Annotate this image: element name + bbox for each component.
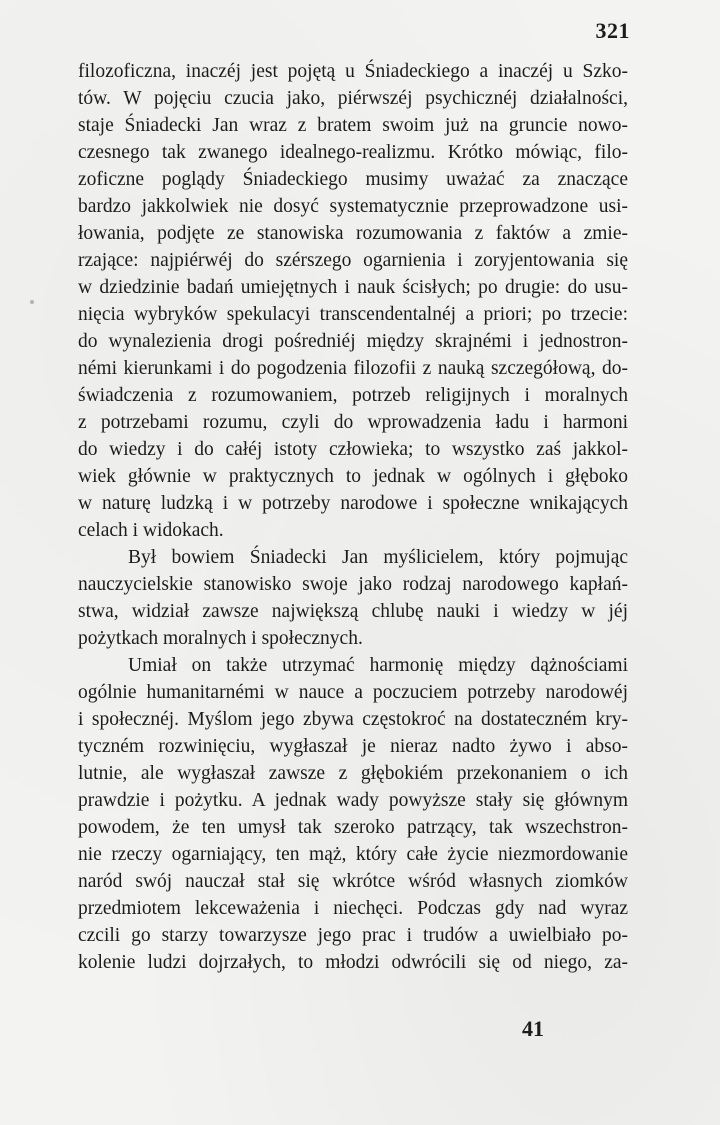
text-line: czesnego tak zwanego idealnego-realizmu. Krótko mówiąc, filo- xyxy=(78,142,628,163)
body-text xyxy=(78,58,628,976)
text-line: wiek głównie w praktycznych to jednak w ogólnych i głęboko xyxy=(78,466,628,487)
signature-mark: 41 xyxy=(522,1016,544,1041)
text-line: Umiał on także utrzymać harmonię między dążnościami xyxy=(128,655,628,676)
text-line: filozoficzna, inaczéj jest pojętą u Śniadeckiego a inaczéj u Szko- xyxy=(78,61,628,82)
text-line: nięcia wybryków spekulacyi transcendentalnéj a priori; po trzecie: xyxy=(78,304,628,325)
text-line: i społecznéj. Myślom jego zbywa częstokroć na dostateczném kry- xyxy=(78,709,628,730)
text-line: lutnie, ale wygłaszał zawsze z głębokiém przekonaniem o ich xyxy=(78,763,628,784)
text-line: stwa, widział zawsze największą chlubę nauki i wiedzy w jéj xyxy=(78,601,628,622)
paragraph-2 xyxy=(78,544,628,652)
page-number: 321 xyxy=(595,18,630,43)
text-line: powodem, że ten umysł tak szeroko patrzący, tak wszechstron- xyxy=(78,817,628,838)
text-line: nie rzeczy ogarniający, ten mąż, który całe życie niezmordowanie xyxy=(78,844,628,865)
paragraph-3 xyxy=(78,652,628,976)
paragraph-1 xyxy=(78,58,628,544)
text-line: tyczném rozwinięciu, wygłaszał je nieraz nadto żywo i abso- xyxy=(78,736,628,757)
text-line: w dziedzinie badań umiejętnych i nauk ścisłych; po drugie: do usu- xyxy=(78,277,628,298)
text-line: w naturę ludzką i w potrzeby narodowe i społeczne wnikających xyxy=(78,493,628,514)
text-line: nauczycielskie stanowisko swoje jako rodzaj narodowego kapłań- xyxy=(78,574,628,595)
text-line: pożytkach moralnych i społecznych. xyxy=(78,628,363,649)
text-line: celach i widokach. xyxy=(78,520,224,541)
text-line: łowania, podjęte ze stanowiska rozumowania z faktów a zmie- xyxy=(78,223,628,244)
text-line: prawdzie i pożytku. A jednak wady powyższe stały się głównym xyxy=(78,790,628,811)
text-line: czcili go starzy towarzysze jego prac i trudów a uwielbiało po- xyxy=(78,925,628,946)
text-line: tów. W pojęciu czucia jako, piérwszéj psychicznéj działalności, xyxy=(78,88,628,109)
text-line: kolenie ludzi dojrzałych, to młodzi odwrócili się od niego, za- xyxy=(78,952,628,973)
ink-speck xyxy=(30,300,34,304)
text-line: bardzo jakkolwiek nie dosyć systematycznie przeprowadzone usi- xyxy=(78,196,628,217)
text-line: z potrzebami rozumu, czyli do wprowadzenia ładu i harmoni xyxy=(78,412,628,433)
text-line: przedmiotem lekceważenia i niechęci. Podczas gdy nad wyraz xyxy=(78,898,628,919)
text-line: ogólnie humanitarnémi w nauce a poczuciem potrzeby narodowéj xyxy=(78,682,628,703)
text-line: do wiedzy i do całéj istoty człowieka; to wszystko zaś jakkol- xyxy=(78,439,628,460)
text-line: naród swój nauczał stał się wkrótce wśród własnych ziomków xyxy=(78,871,628,892)
text-line: némi kierunkami i do pogodzenia filozofii z nauką szczegółową, do- xyxy=(78,358,628,379)
text-line: staje Śniadecki Jan wraz z bratem swoim już na gruncie nowo- xyxy=(78,115,628,136)
text-line: zoficzne poglądy Śniadeckiego musimy uważać za znaczące xyxy=(78,169,628,190)
text-line: Był bowiem Śniadecki Jan myślicielem, który pojmując xyxy=(128,547,628,568)
text-line: rzające: najpiérwéj do szérszego ogarnienia i zoryjentowania się xyxy=(78,250,628,271)
text-line: świadczenia z rozumowaniem, potrzeb religijnych i moralnych xyxy=(78,385,628,406)
text-line: do wynalezienia drogi pośredniéj między skrajnémi i jednostron- xyxy=(78,331,628,352)
